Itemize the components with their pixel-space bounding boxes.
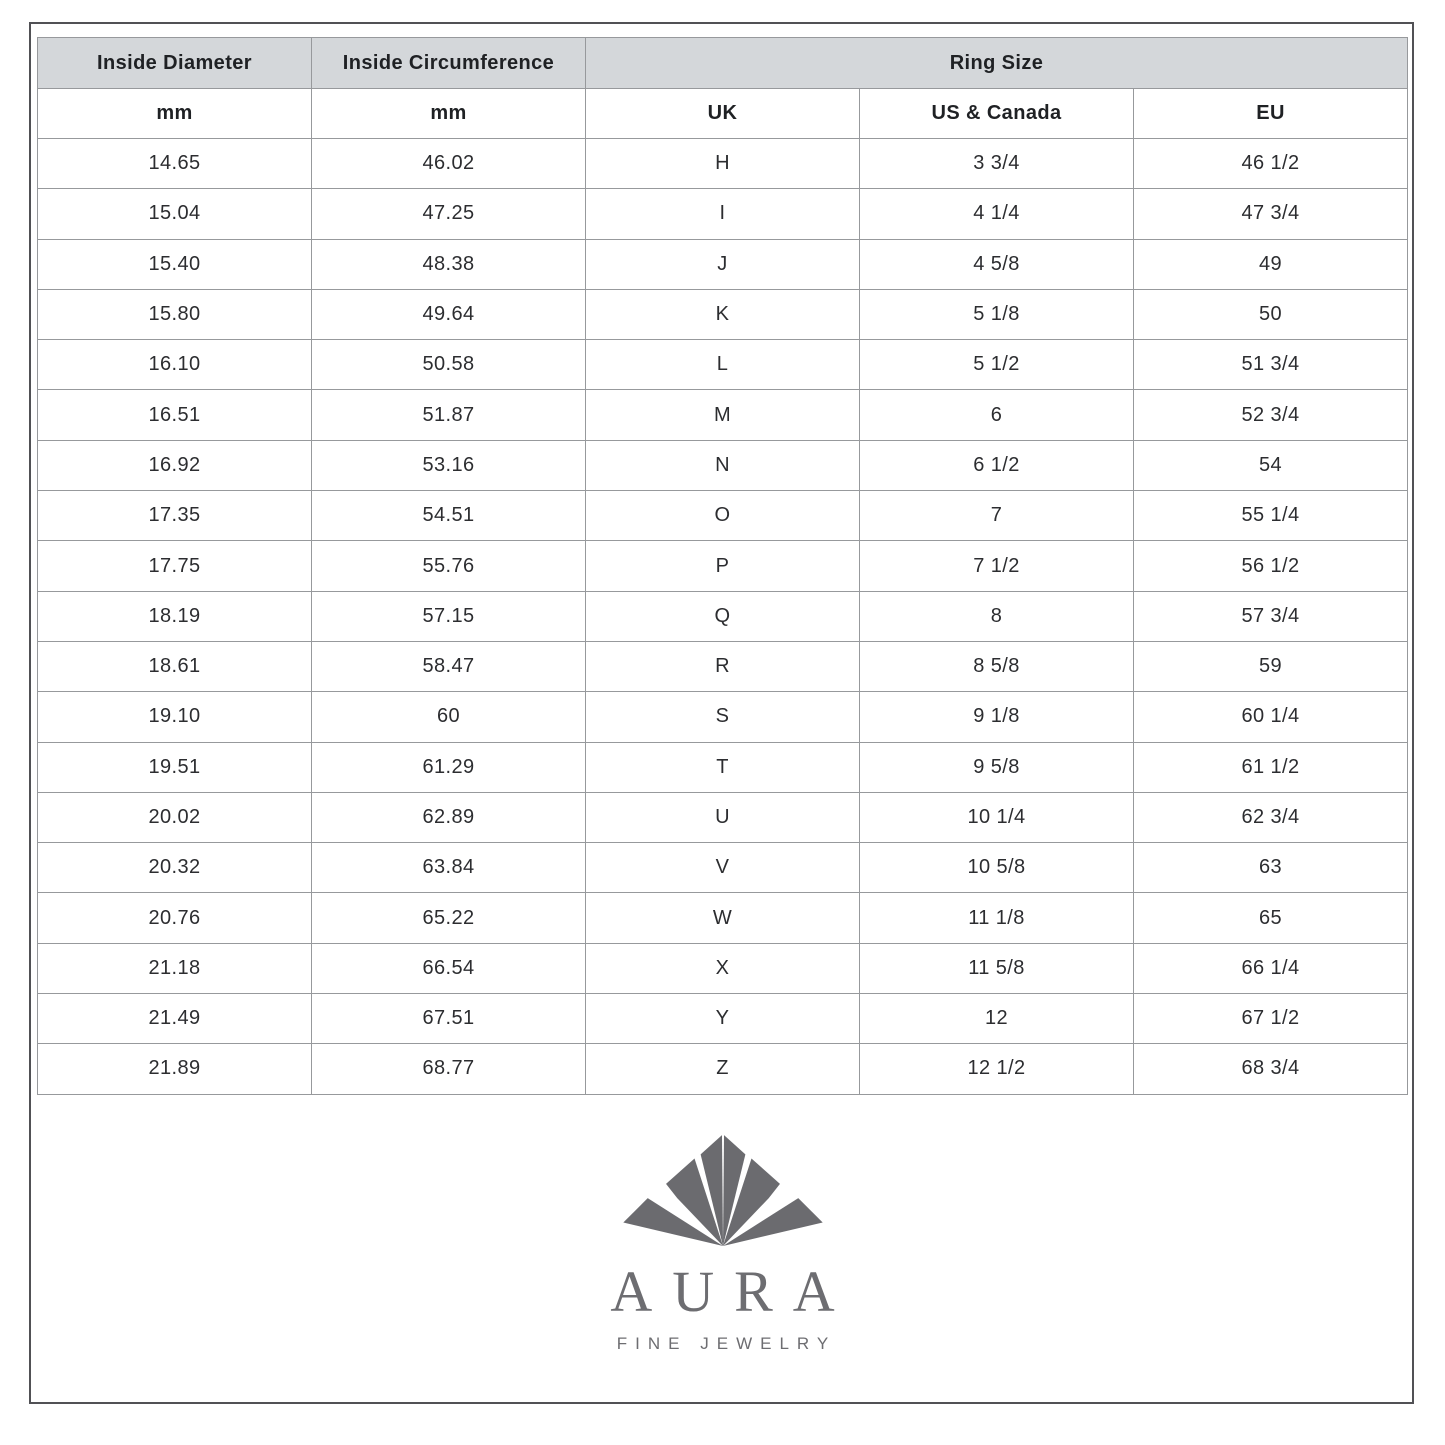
cell-us-canada-size: 10 5/8 <box>860 843 1134 893</box>
cell-uk-size: Z <box>586 1044 860 1094</box>
table-row <box>38 943 1408 993</box>
cell-inside-diameter-mm: 16.10 <box>38 340 312 390</box>
cell-inside-diameter-mm: 19.10 <box>38 692 312 742</box>
cell-inside-circumference-mm: 54.51 <box>312 491 586 541</box>
cell-eu-size: 54 <box>1134 440 1408 490</box>
table-row <box>38 692 1408 742</box>
table-row <box>38 189 1408 239</box>
cell-inside-circumference-mm: 57.15 <box>312 591 586 641</box>
cell-inside-circumference-mm: 67.51 <box>312 994 586 1044</box>
cell-eu-size: 66 1/4 <box>1134 943 1408 993</box>
cell-inside-diameter-mm: 18.61 <box>38 641 312 691</box>
cell-inside-diameter-mm: 20.32 <box>38 843 312 893</box>
cell-uk-size: V <box>586 843 860 893</box>
sub-header-row <box>38 89 1408 139</box>
cell-inside-diameter-mm: 20.76 <box>38 893 312 943</box>
cell-us-canada-size: 4 5/8 <box>860 239 1134 289</box>
cell-uk-size: O <box>586 491 860 541</box>
subheader-us-canada: US & Canada <box>860 89 1134 139</box>
cell-us-canada-size: 12 1/2 <box>860 1044 1134 1094</box>
cell-inside-diameter-mm: 15.40 <box>38 239 312 289</box>
cell-eu-size: 67 1/2 <box>1134 994 1408 1044</box>
cell-inside-diameter-mm: 18.19 <box>38 591 312 641</box>
group-header-row <box>38 38 1408 89</box>
cell-us-canada-size: 8 <box>860 591 1134 641</box>
cell-inside-circumference-mm: 65.22 <box>312 893 586 943</box>
cell-inside-diameter-mm: 16.92 <box>38 440 312 490</box>
cell-inside-diameter-mm: 21.49 <box>38 994 312 1044</box>
cell-eu-size: 60 1/4 <box>1134 692 1408 742</box>
table-row <box>38 994 1408 1044</box>
cell-eu-size: 68 3/4 <box>1134 1044 1408 1094</box>
subheader-diameter-mm: mm <box>38 89 312 139</box>
subheader-eu: EU <box>1134 89 1408 139</box>
cell-inside-circumference-mm: 55.76 <box>312 541 586 591</box>
cell-eu-size: 62 3/4 <box>1134 792 1408 842</box>
cell-eu-size: 50 <box>1134 289 1408 339</box>
cell-inside-circumference-mm: 58.47 <box>312 641 586 691</box>
cell-eu-size: 56 1/2 <box>1134 541 1408 591</box>
table-header <box>38 38 1408 139</box>
logo-tagline: FINE JEWELRY <box>616 1334 837 1353</box>
header-ring-size: Ring Size <box>586 38 1408 89</box>
cell-eu-size: 52 3/4 <box>1134 390 1408 440</box>
cell-us-canada-size: 11 1/8 <box>860 893 1134 943</box>
cell-uk-size: L <box>586 340 860 390</box>
cell-inside-circumference-mm: 48.38 <box>312 239 586 289</box>
cell-uk-size: U <box>586 792 860 842</box>
cell-eu-size: 47 3/4 <box>1134 189 1408 239</box>
cell-eu-size: 49 <box>1134 239 1408 289</box>
cell-uk-size: J <box>586 239 860 289</box>
cell-eu-size: 63 <box>1134 843 1408 893</box>
cell-inside-diameter-mm: 20.02 <box>38 792 312 842</box>
table-row <box>38 139 1408 189</box>
cell-inside-circumference-mm: 62.89 <box>312 792 586 842</box>
cell-uk-size: X <box>586 943 860 993</box>
cell-inside-diameter-mm: 15.04 <box>38 189 312 239</box>
cell-eu-size: 59 <box>1134 641 1408 691</box>
cell-inside-circumference-mm: 51.87 <box>312 390 586 440</box>
cell-eu-size: 57 3/4 <box>1134 591 1408 641</box>
cell-eu-size: 65 <box>1134 893 1408 943</box>
cell-us-canada-size: 10 1/4 <box>860 792 1134 842</box>
cell-us-canada-size: 4 1/4 <box>860 189 1134 239</box>
cell-inside-circumference-mm: 60 <box>312 692 586 742</box>
cell-uk-size: S <box>586 692 860 742</box>
cell-uk-size: Y <box>586 994 860 1044</box>
table-row <box>38 641 1408 691</box>
table-row <box>38 1044 1408 1094</box>
cell-uk-size: W <box>586 893 860 943</box>
cell-inside-circumference-mm: 46.02 <box>312 139 586 189</box>
fan-lotus-icon <box>621 1131 825 1249</box>
cell-us-canada-size: 6 1/2 <box>860 440 1134 490</box>
table-row <box>38 440 1408 490</box>
table-row <box>38 792 1408 842</box>
cell-us-canada-size: 7 1/2 <box>860 541 1134 591</box>
cell-uk-size: M <box>586 390 860 440</box>
cell-inside-diameter-mm: 17.35 <box>38 491 312 541</box>
cell-uk-size: K <box>586 289 860 339</box>
cell-uk-size: Q <box>586 591 860 641</box>
cell-inside-diameter-mm: 17.75 <box>38 541 312 591</box>
cell-inside-circumference-mm: 47.25 <box>312 189 586 239</box>
table-row <box>38 239 1408 289</box>
table-row <box>38 289 1408 339</box>
cell-uk-size: T <box>586 742 860 792</box>
cell-inside-circumference-mm: 63.84 <box>312 843 586 893</box>
cell-us-canada-size: 11 5/8 <box>860 943 1134 993</box>
subheader-circumference-mm: mm <box>312 89 586 139</box>
header-inside-diameter: Inside Diameter <box>38 38 312 89</box>
cell-us-canada-size: 8 5/8 <box>860 641 1134 691</box>
cell-inside-diameter-mm: 16.51 <box>38 390 312 440</box>
cell-inside-circumference-mm: 66.54 <box>312 943 586 993</box>
cell-us-canada-size: 9 1/8 <box>860 692 1134 742</box>
table-row <box>38 340 1408 390</box>
cell-uk-size: I <box>586 189 860 239</box>
cell-eu-size: 51 3/4 <box>1134 340 1408 390</box>
table-row <box>38 491 1408 541</box>
cell-uk-size: H <box>586 139 860 189</box>
table-body <box>38 139 1408 1095</box>
cell-us-canada-size: 5 1/2 <box>860 340 1134 390</box>
subheader-uk: UK <box>586 89 860 139</box>
ring-size-table <box>37 37 1408 1095</box>
table-row <box>38 893 1408 943</box>
cell-inside-diameter-mm: 14.65 <box>38 139 312 189</box>
brand-logo <box>0 1131 1445 1352</box>
header-inside-circumference: Inside Circumference <box>312 38 586 89</box>
cell-inside-diameter-mm: 21.89 <box>38 1044 312 1094</box>
cell-eu-size: 55 1/4 <box>1134 491 1408 541</box>
cell-inside-circumference-mm: 68.77 <box>312 1044 586 1094</box>
cell-inside-circumference-mm: 49.64 <box>312 289 586 339</box>
cell-us-canada-size: 3 3/4 <box>860 139 1134 189</box>
cell-inside-diameter-mm: 19.51 <box>38 742 312 792</box>
cell-us-canada-size: 7 <box>860 491 1134 541</box>
cell-inside-circumference-mm: 50.58 <box>312 340 586 390</box>
table-row <box>38 390 1408 440</box>
cell-inside-diameter-mm: 21.18 <box>38 943 312 993</box>
cell-us-canada-size: 6 <box>860 390 1134 440</box>
cell-us-canada-size: 9 5/8 <box>860 742 1134 792</box>
table-row <box>38 843 1408 893</box>
table-row <box>38 541 1408 591</box>
cell-eu-size: 46 1/2 <box>1134 139 1408 189</box>
cell-uk-size: N <box>586 440 860 490</box>
table-row <box>38 742 1408 792</box>
cell-inside-diameter-mm: 15.80 <box>38 289 312 339</box>
cell-uk-size: P <box>586 541 860 591</box>
logo-wordmark: AURA <box>610 1259 855 1324</box>
cell-us-canada-size: 12 <box>860 994 1134 1044</box>
cell-us-canada-size: 5 1/8 <box>860 289 1134 339</box>
cell-eu-size: 61 1/2 <box>1134 742 1408 792</box>
cell-inside-circumference-mm: 53.16 <box>312 440 586 490</box>
cell-inside-circumference-mm: 61.29 <box>312 742 586 792</box>
table-row <box>38 591 1408 641</box>
cell-uk-size: R <box>586 641 860 691</box>
